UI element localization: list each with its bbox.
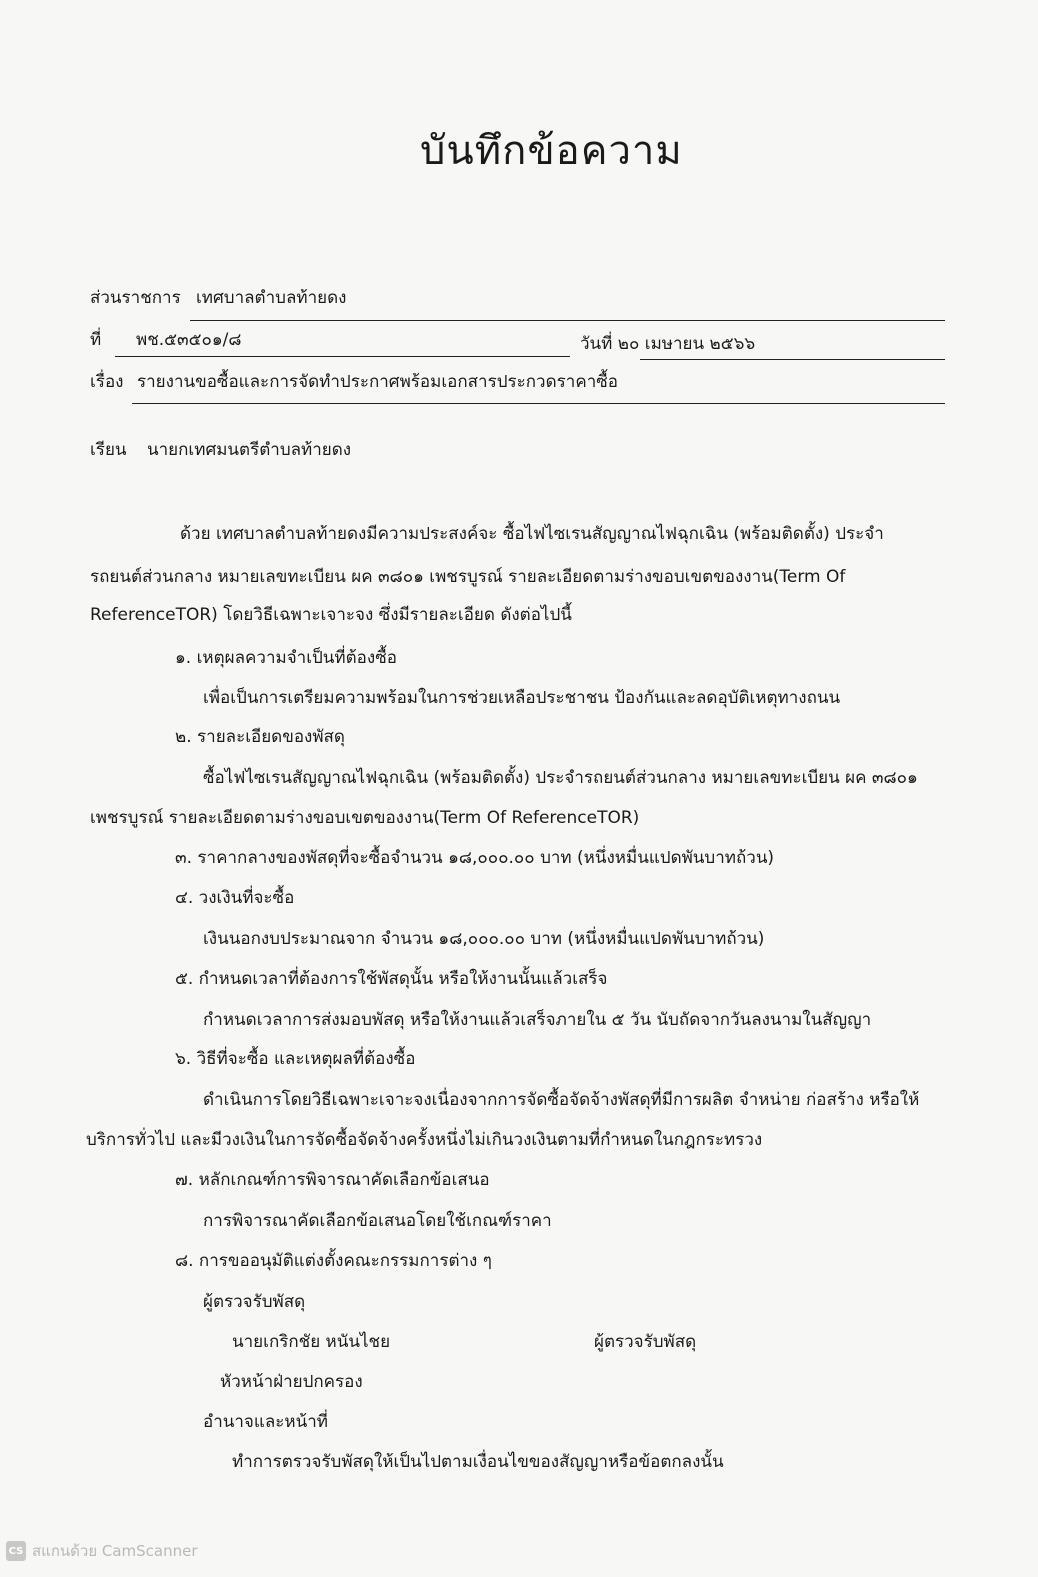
section-1-heading: ๑. เหตุผลความจำเป็นที่ต้องซื้อ <box>175 648 397 668</box>
section-8-heading: ๘. การขออนุมัติแต่งตั้งคณะกรรมการต่าง ๆ <box>175 1251 492 1271</box>
section-2-text-2: เพชรบูรณ์ รายละเอียดตามร่างขอบเขตของงาน(Term Of ReferenceTOR) <box>90 808 640 828</box>
scanner-footer <box>6 1540 198 1562</box>
section-2-heading: ๒. รายละเอียดของพัสดุ <box>175 727 345 747</box>
scanner-watermark-text: สแกนด้วย CamScanner <box>32 1542 198 1560</box>
to-label: เรียน <box>90 440 127 460</box>
section-5-text: กำหนดเวลาการส่งมอบพัสดุ หรือให้งานแล้วเสร็จภายใน ๕ วัน นับถัดจากวันลงนามในสัญญา <box>203 1010 872 1030</box>
duty-heading: อำนาจและหน้าที่ <box>203 1412 328 1432</box>
section-4-text: เงินนอกงบประมาณจาก จำนวน ๑๘,๐๐๐.๐๐ บาท (หนึ่งหมื่นแปดพันบาทถ้วน) <box>203 929 765 949</box>
agency-underline <box>190 320 945 321</box>
memo-date: วันที่ ๒๐ เมษายน ๒๕๖๖ <box>580 334 756 354</box>
to-value: นายกเทศมนตรีตำบลท้ายดง <box>147 440 352 460</box>
inspector-position: หัวหน้าฝ่ายปกครอง <box>220 1372 363 1392</box>
ref-label: ที่ <box>90 330 102 350</box>
emblem-placeholder <box>86 62 226 222</box>
agency-label: ส่วนราชการ <box>90 288 181 308</box>
section-1-text: เพื่อเป็นการเตรียมความพร้อมในการช่วยเหลือประชาชน ป้องกันและลดอุบัติเหตุทางถนน <box>203 688 841 708</box>
subject-underline <box>132 403 945 404</box>
duty-text: ทำการตรวจรับพัสดุให้เป็นไปตามเงื่อนไขของสัญญาหรือข้อตกลงนั้น <box>232 1452 724 1472</box>
inspector-name: นายเกริกชัย หนันไชย <box>232 1332 391 1352</box>
subject-label: เรื่อง <box>90 372 124 392</box>
section-5-heading: ๕. กำหนดเวลาที่ต้องการใช้พัสดุนั้น หรือให้งานนั้นแล้วเสร็จ <box>175 969 608 989</box>
section-3-heading: ๓. ราคากลางของพัสดุที่จะซื้อจำนวน ๑๘,๐๐๐.๐๐ บาท (หนึ่งหมื่นแปดพันบาทถ้วน) <box>175 848 775 868</box>
ref-value: พช.๕๓๕๐๑/๘ <box>136 330 242 350</box>
ref-underline <box>115 356 570 357</box>
inspector-role: ผู้ตรวจรับพัสดุ <box>594 1332 697 1352</box>
intro-line-2: รถยนต์ส่วนกลาง หมายเลขทะเบียน ผค ๓๘๐๑ เพชรบูรณ์ รายละเอียดตามร่างขอบเขตของงาน(Term Of <box>90 567 846 587</box>
section-7-text: การพิจารณาคัดเลือกข้อเสนอโดยใช้เกณฑ์ราคา <box>203 1211 552 1231</box>
section-6-text-1: ดำเนินการโดยวิธีเฉพาะเจาะจงเนื่องจากการจัดซื้อจัดจ้างพัสดุที่มีการผลิต จำหน่าย ก่อสร้าง หรือให้ <box>203 1090 920 1110</box>
section-4-heading: ๔. วงเงินที่จะซื้อ <box>175 888 295 908</box>
date-underline <box>640 359 945 360</box>
section-8-subheading: ผู้ตรวจรับพัสดุ <box>203 1292 306 1312</box>
camscanner-logo-icon: CS <box>6 1541 26 1561</box>
section-2-text-1: ซื้อไฟไซเรนสัญญาณไฟฉุกเฉิน (พร้อมติดตั้ง) ประจำรถยนต์ส่วนกลาง หมายเลขทะเบียน ผค ๓๘๐๑ <box>203 768 918 788</box>
section-6-heading: ๖. วิธีที่จะซื้อ และเหตุผลที่ต้องซื้อ <box>175 1049 416 1069</box>
section-7-heading: ๗. หลักเกณฑ์การพิจารณาคัดเลือกข้อเสนอ <box>175 1170 490 1190</box>
intro-line-1: ด้วย เทศบาลตำบลท้ายดงมีความประสงค์จะ ซื้อไฟไซเรนสัญญาณไฟฉุกเฉิน (พร้อมติดตั้ง) ประจำ <box>180 524 884 544</box>
subject-value: รายงานขอซื้อและการจัดทำประกาศพร้อมเอกสารประกวดราคาซื้อ <box>137 372 618 392</box>
agency-value: เทศบาลตำบลท้ายดง <box>196 288 347 308</box>
memo-title: บันทึกข้อความ <box>420 128 683 174</box>
section-6-text-2: บริการทั่วไป และมีวงเงินในการจัดซื้อจัดจ้างครั้งหนึ่งไม่เกินวงเงินตามที่กำหนดในกฎกระทรวง <box>86 1130 763 1150</box>
intro-line-3: ReferenceTOR) โดยวิธีเฉพาะเจาะจง ซึ่งมีรายละเอียด ดังต่อไปนี้ <box>90 605 572 625</box>
